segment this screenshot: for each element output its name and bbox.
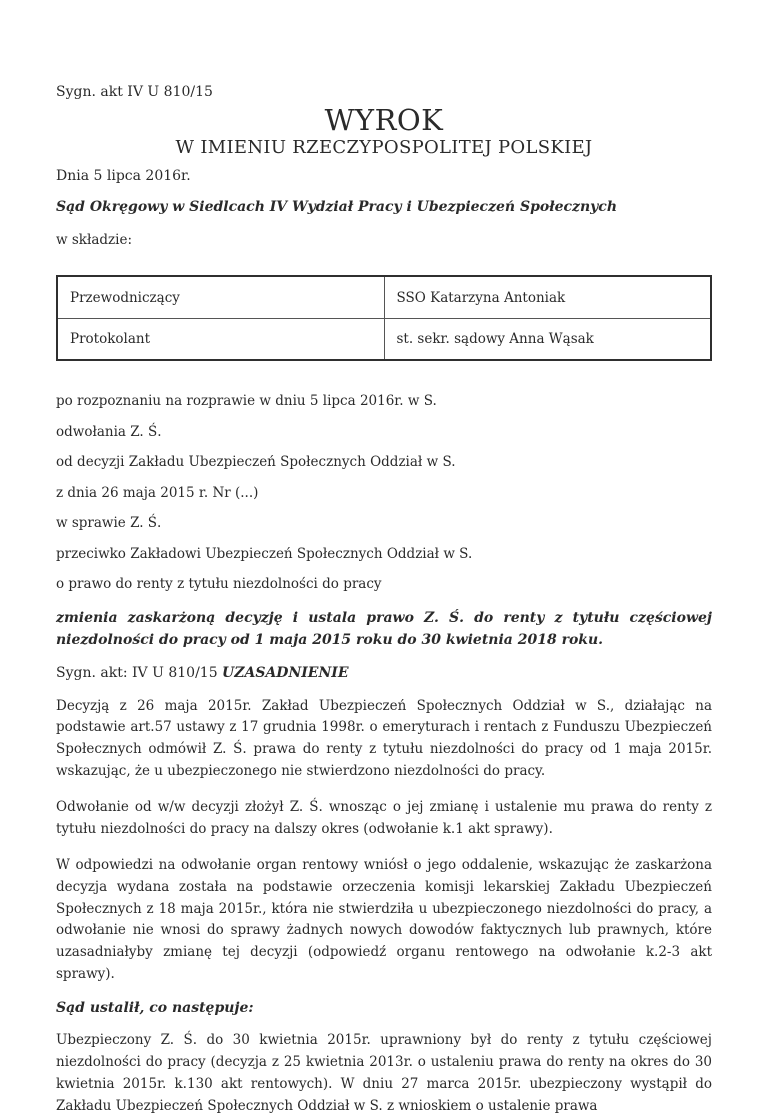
panel-person-cell: SSO Katarzyna Antoniak: [384, 276, 711, 318]
case-line-appellant: odwołania Z. Ś.: [56, 423, 162, 440]
panel-table: [56, 275, 712, 361]
ruling-text: zmienia zaskarżoną decyzję i ustala prawo Z. Ś. do renty z tytułu częściowej niezdolności do pracy od 1 maja 2015 roku do 30 kwietnia 2018 roku.: [56, 609, 712, 649]
justification-paragraph: Odwołanie od w/w decyzji złożył Z. Ś. wnosząc o jej zmianę i ustalenie mu prawa do renty z tytułu niezdolności do pracy na dalszy okres (odwołanie k.1 akt sprawy).: [56, 799, 712, 837]
table-row: [57, 276, 711, 318]
case-line-subject: o prawo do renty z tytułu niezdolności do pracy: [56, 576, 382, 593]
panel-person-cell: st. sekr. sądowy Anna Wąsak: [384, 318, 711, 360]
justification-heading: [56, 665, 712, 681]
panel-composition-label: w składzie:: [56, 232, 132, 249]
case-line-hearing: po rozpoznaniu na rozprawie w dniu 5 lipca 2016r. w S.: [56, 393, 437, 410]
case-line-decision-source: od decyzji Zakładu Ubezpieczeń Społecznych Oddział w S.: [56, 454, 456, 471]
case-line-defendant: przeciwko Zakładowi Ubezpieczeń Społecznych Oddział w S.: [56, 545, 473, 562]
case-line-decision-date: z dnia 26 maja 2015 r. Nr (...): [56, 484, 259, 501]
justification-paragraph: W odpowiedzi na odwołanie organ rentowy wniósł o jego oddalenie, wskazując że zaskarżona decyzja wydana została na podstawie orzeczenia komisji lekarskiej Zakładu Ubezpieczeń Społecznych z 18 maja 2015r., która nie stwierdziła u ubezpieczonego niezdolności do pracy, a odwołanie nie wnosi do sprawy żadnych nowych dowodów faktycznych lub prawnych, które uzasadniałyby zmianę tej decyzji (odpowiedź organu rentowego na odwołanie k.2-3 akt sprawy).: [56, 856, 712, 983]
document-title: WYROK: [324, 103, 444, 137]
justification-title: UZASADNIENIE: [222, 664, 349, 681]
case-number-top: Sygn. akt IV U 810/15: [56, 84, 213, 100]
document-subtitle: W IMIENIU RZECZYPOSPOLITEJ POLSKIEJ: [175, 137, 593, 159]
justification-case-number: Sygn. akt: IV U 810/15: [56, 664, 223, 681]
panel-role-cell: Przewodniczący: [57, 276, 384, 318]
justification-paragraph: Decyzją z 26 maja 2015r. Zakład Ubezpieczeń Społecznych Oddział w S., działając na podstawie art.57 ustawy z 17 grudnia 1998r. o emeryturach i rentach z Funduszu Ubezpieczeń Społecznych odmówił Z. Ś. prawa do renty z tytułu niezdolności do pracy od 1 maja 2015r. wskazując, że u ubezpieczonego nie stwierdzono niezdolności do pracy.: [56, 697, 712, 780]
findings-heading: Sąd ustalił, co następuje:: [56, 999, 254, 1016]
case-line-case-of: w sprawie Z. Ś.: [56, 515, 162, 532]
table-row: [57, 318, 711, 360]
court-name-line: Sąd Okręgowy w Siedlcach IV Wydział Pracy i Ubezpieczeń Społecznych: [56, 199, 618, 216]
judgment-date-line: Dnia 5 lipca 2016r.: [56, 168, 191, 185]
findings-paragraph: Ubezpieczony Z. Ś. do 30 kwietnia 2015r. uprawniony był do renty z tytułu częściowej niezdolności do pracy (decyzja z 25 kwietnia 2013r. o ustaleniu prawa do renty na okres do 30 kwietnia 2015r. k.130 akt rentowych). W dniu 27 marca 2015r. ubezpieczony wystąpił do Zakładu Ubezpieczeń Społecznych Oddział w S. z wnioskiem o ustalenie prawa: [56, 1031, 712, 1114]
panel-role-cell: Protokolant: [57, 318, 384, 360]
